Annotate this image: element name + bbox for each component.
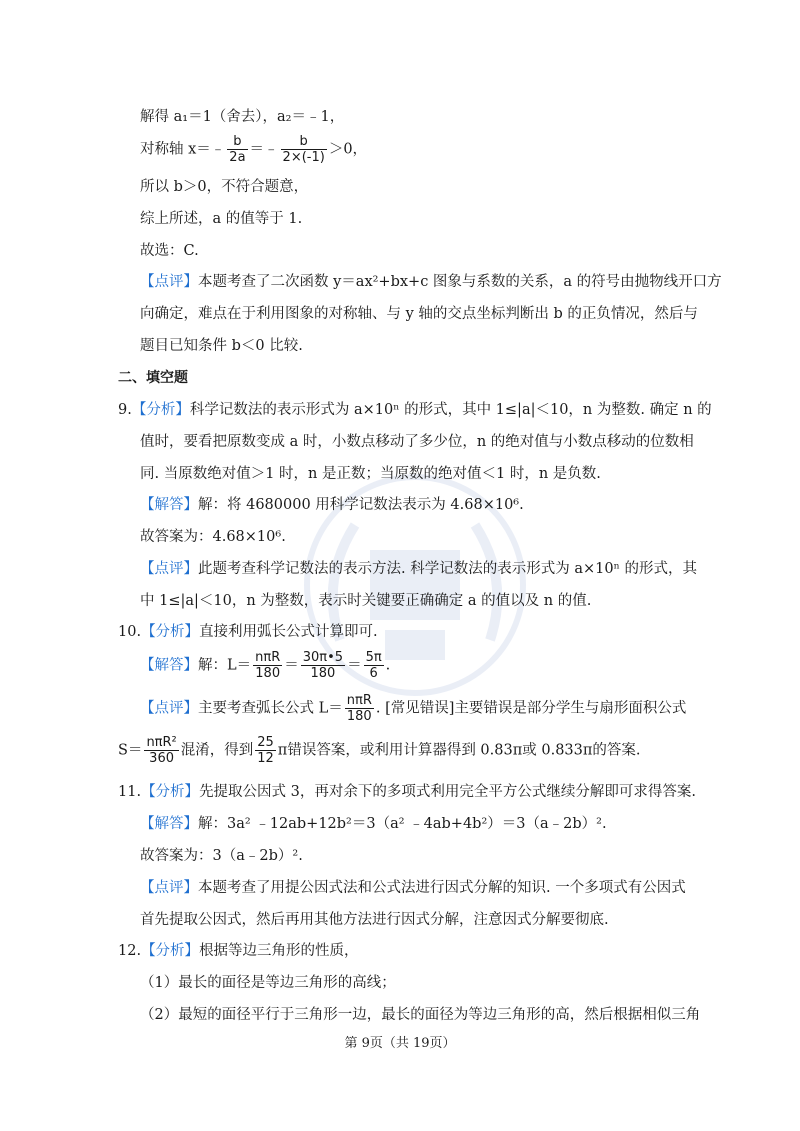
denominator: 6 xyxy=(369,666,378,681)
analysis-tag: 【分析】 xyxy=(141,943,200,959)
text-fragment: 解：3a² ﹣12ab+12b²＝3（a² ﹣4ab+4b²）＝3（a﹣2b）². xyxy=(198,816,607,832)
text-line: 中 1≤|a|＜10，n 为整数，表示时关键要正确确定 a 的值以及 n 的值. xyxy=(140,593,592,609)
text-line: 综上所述，a 的值等于 1. xyxy=(140,211,303,227)
comment-tag: 【点评】 xyxy=(140,700,198,717)
denominator: 12 xyxy=(257,751,274,766)
text-line: 同. 当原数绝对值＞1 时，n 是正数；当原数的绝对值＜1 时，n 是负数. xyxy=(140,466,601,482)
text-fragment: 主要考查弧长公式 L＝ xyxy=(198,700,343,717)
text-line: 所以 b＞0，不符合题意， xyxy=(140,179,309,195)
answer-line xyxy=(140,495,524,515)
text-line: 题目已知条件 b＜0 比较. xyxy=(140,338,303,354)
fraction xyxy=(345,693,374,724)
text-fragment: ＞0， xyxy=(328,141,368,158)
text-line: 故答案为：4.68×10⁶. xyxy=(140,529,286,545)
answer-line xyxy=(140,814,607,834)
section-heading: 二、填空题 xyxy=(118,370,188,386)
text-fragment: ＝ xyxy=(284,657,299,674)
text-fragment: 根据等边三角形的性质， xyxy=(199,943,359,959)
fraction xyxy=(281,134,327,165)
question-10-analysis xyxy=(118,622,378,642)
numerator: nπR xyxy=(255,650,281,665)
text-fragment: ＝ xyxy=(347,657,362,674)
text-line: （1）最长的面径是等边三角形的高线； xyxy=(140,975,396,991)
answer-tag: 【解答】 xyxy=(140,816,198,832)
text-fragment: 本题考查了二次函数 y＝ax²+bx+c 图象与系数的关系，a 的符号由抛物线开口方 xyxy=(198,274,722,290)
question-11-analysis xyxy=(118,782,696,802)
comment-line xyxy=(140,878,686,898)
analysis-tag: 【分析】 xyxy=(131,402,190,418)
text-line: （2）最短的面径平行于三角形一边，最长的面径为等边三角形的高，然后根据相似三角 xyxy=(140,1007,701,1023)
text-fragment: π错误答案，或利用计算器得到 0.83π或 0.833π的答案. xyxy=(277,742,641,759)
fraction xyxy=(227,134,247,165)
answer-tag: 【解答】 xyxy=(140,657,198,674)
fraction xyxy=(255,735,276,766)
text-fragment: 解：L＝ xyxy=(198,657,252,674)
numerator: 5π xyxy=(365,650,382,665)
denominator: 2×(-1) xyxy=(282,150,325,165)
text-fragment: 本题考查了用提公因式法和公式法进行因式分解的知识. 一个多项式有公因式 xyxy=(198,880,686,896)
comment-line xyxy=(140,272,722,292)
comment-tag: 【点评】 xyxy=(140,880,198,896)
text-fragment: 科学记数法的表示形式为 a×10ⁿ 的形式，其中 1≤|a|＜10，n 为整数. 确定 n 的 xyxy=(189,402,712,418)
question-number: 11. xyxy=(118,784,142,800)
text-fragment: ＝﹣ xyxy=(249,141,279,158)
text-fragment: 此题考查科学记数法的表示方法. 科学记数法的表示形式为 a×10ⁿ 的形式，其 xyxy=(198,561,697,577)
text-fragment: 先提取公因式 3，再对余下的多项式利用完全平方公式继续分解即可求得答案. xyxy=(199,784,697,800)
axis-formula-line xyxy=(140,134,367,165)
text-line: 故选：C. xyxy=(140,243,199,259)
denominator: 2a xyxy=(229,150,246,165)
text-fragment: 混淆，得到 xyxy=(180,742,254,759)
text-line xyxy=(118,735,641,766)
comment-line xyxy=(140,693,686,724)
fraction xyxy=(301,650,345,681)
text-fragment: . [常见错误]主要错误是部分学生与扇形面积公式 xyxy=(375,700,687,717)
numerator: 30π•5 xyxy=(302,650,344,665)
text-line: 值时，要看把原数变成 a 时，小数点移动了多少位，n 的绝对值与小数点移动的位数相 xyxy=(140,434,694,450)
denominator: 180 xyxy=(310,666,336,681)
answer-line xyxy=(140,650,390,681)
question-9-analysis xyxy=(118,400,712,420)
comment-tag: 【点评】 xyxy=(140,274,198,290)
numerator: 25 xyxy=(257,735,274,750)
numerator: nπR xyxy=(346,693,372,708)
denominator: 360 xyxy=(149,751,174,766)
question-number: 9. xyxy=(118,402,132,418)
text-fragment: 解：将 4680000 用科学记数法表示为 4.68×10⁶. xyxy=(198,497,524,513)
page-footer: 第 9页（共 19页） xyxy=(344,1036,456,1051)
fraction xyxy=(253,650,282,681)
analysis-tag: 【分析】 xyxy=(141,784,200,800)
text-line: 向确定，难点在于利用图象的对称轴、与 y 轴的交点坐标判断出 b 的正负情况，然后与 xyxy=(140,306,698,322)
analysis-tag: 【分析】 xyxy=(141,624,200,640)
text-fragment: S＝ xyxy=(118,742,143,759)
comment-tag: 【点评】 xyxy=(140,561,198,577)
answer-tag: 【解答】 xyxy=(140,497,198,513)
text-line: 故答案为：3（a﹣2b）². xyxy=(140,848,303,864)
numerator: nπR² xyxy=(146,735,177,750)
text-fragment: . xyxy=(385,657,391,674)
denominator: 180 xyxy=(255,666,281,681)
comment-line xyxy=(140,559,697,579)
text-line: 解得 a₁＝1（舍去），a₂＝﹣1， xyxy=(140,109,345,125)
text-fragment: 对称轴 x＝﹣ xyxy=(140,141,226,158)
fraction xyxy=(144,735,178,766)
denominator: 180 xyxy=(346,709,372,724)
question-number: 12. xyxy=(118,943,142,959)
fraction xyxy=(364,650,384,681)
numerator: b xyxy=(227,134,247,150)
text-fragment: 直接利用弧长公式计算即可. xyxy=(199,624,378,640)
text-line: 首先提取公因式，然后再用其他方法进行因式分解，注意因式分解要彻底. xyxy=(140,912,609,928)
question-number: 10. xyxy=(118,624,142,640)
numerator: b xyxy=(281,134,327,150)
question-12-analysis xyxy=(118,941,359,961)
